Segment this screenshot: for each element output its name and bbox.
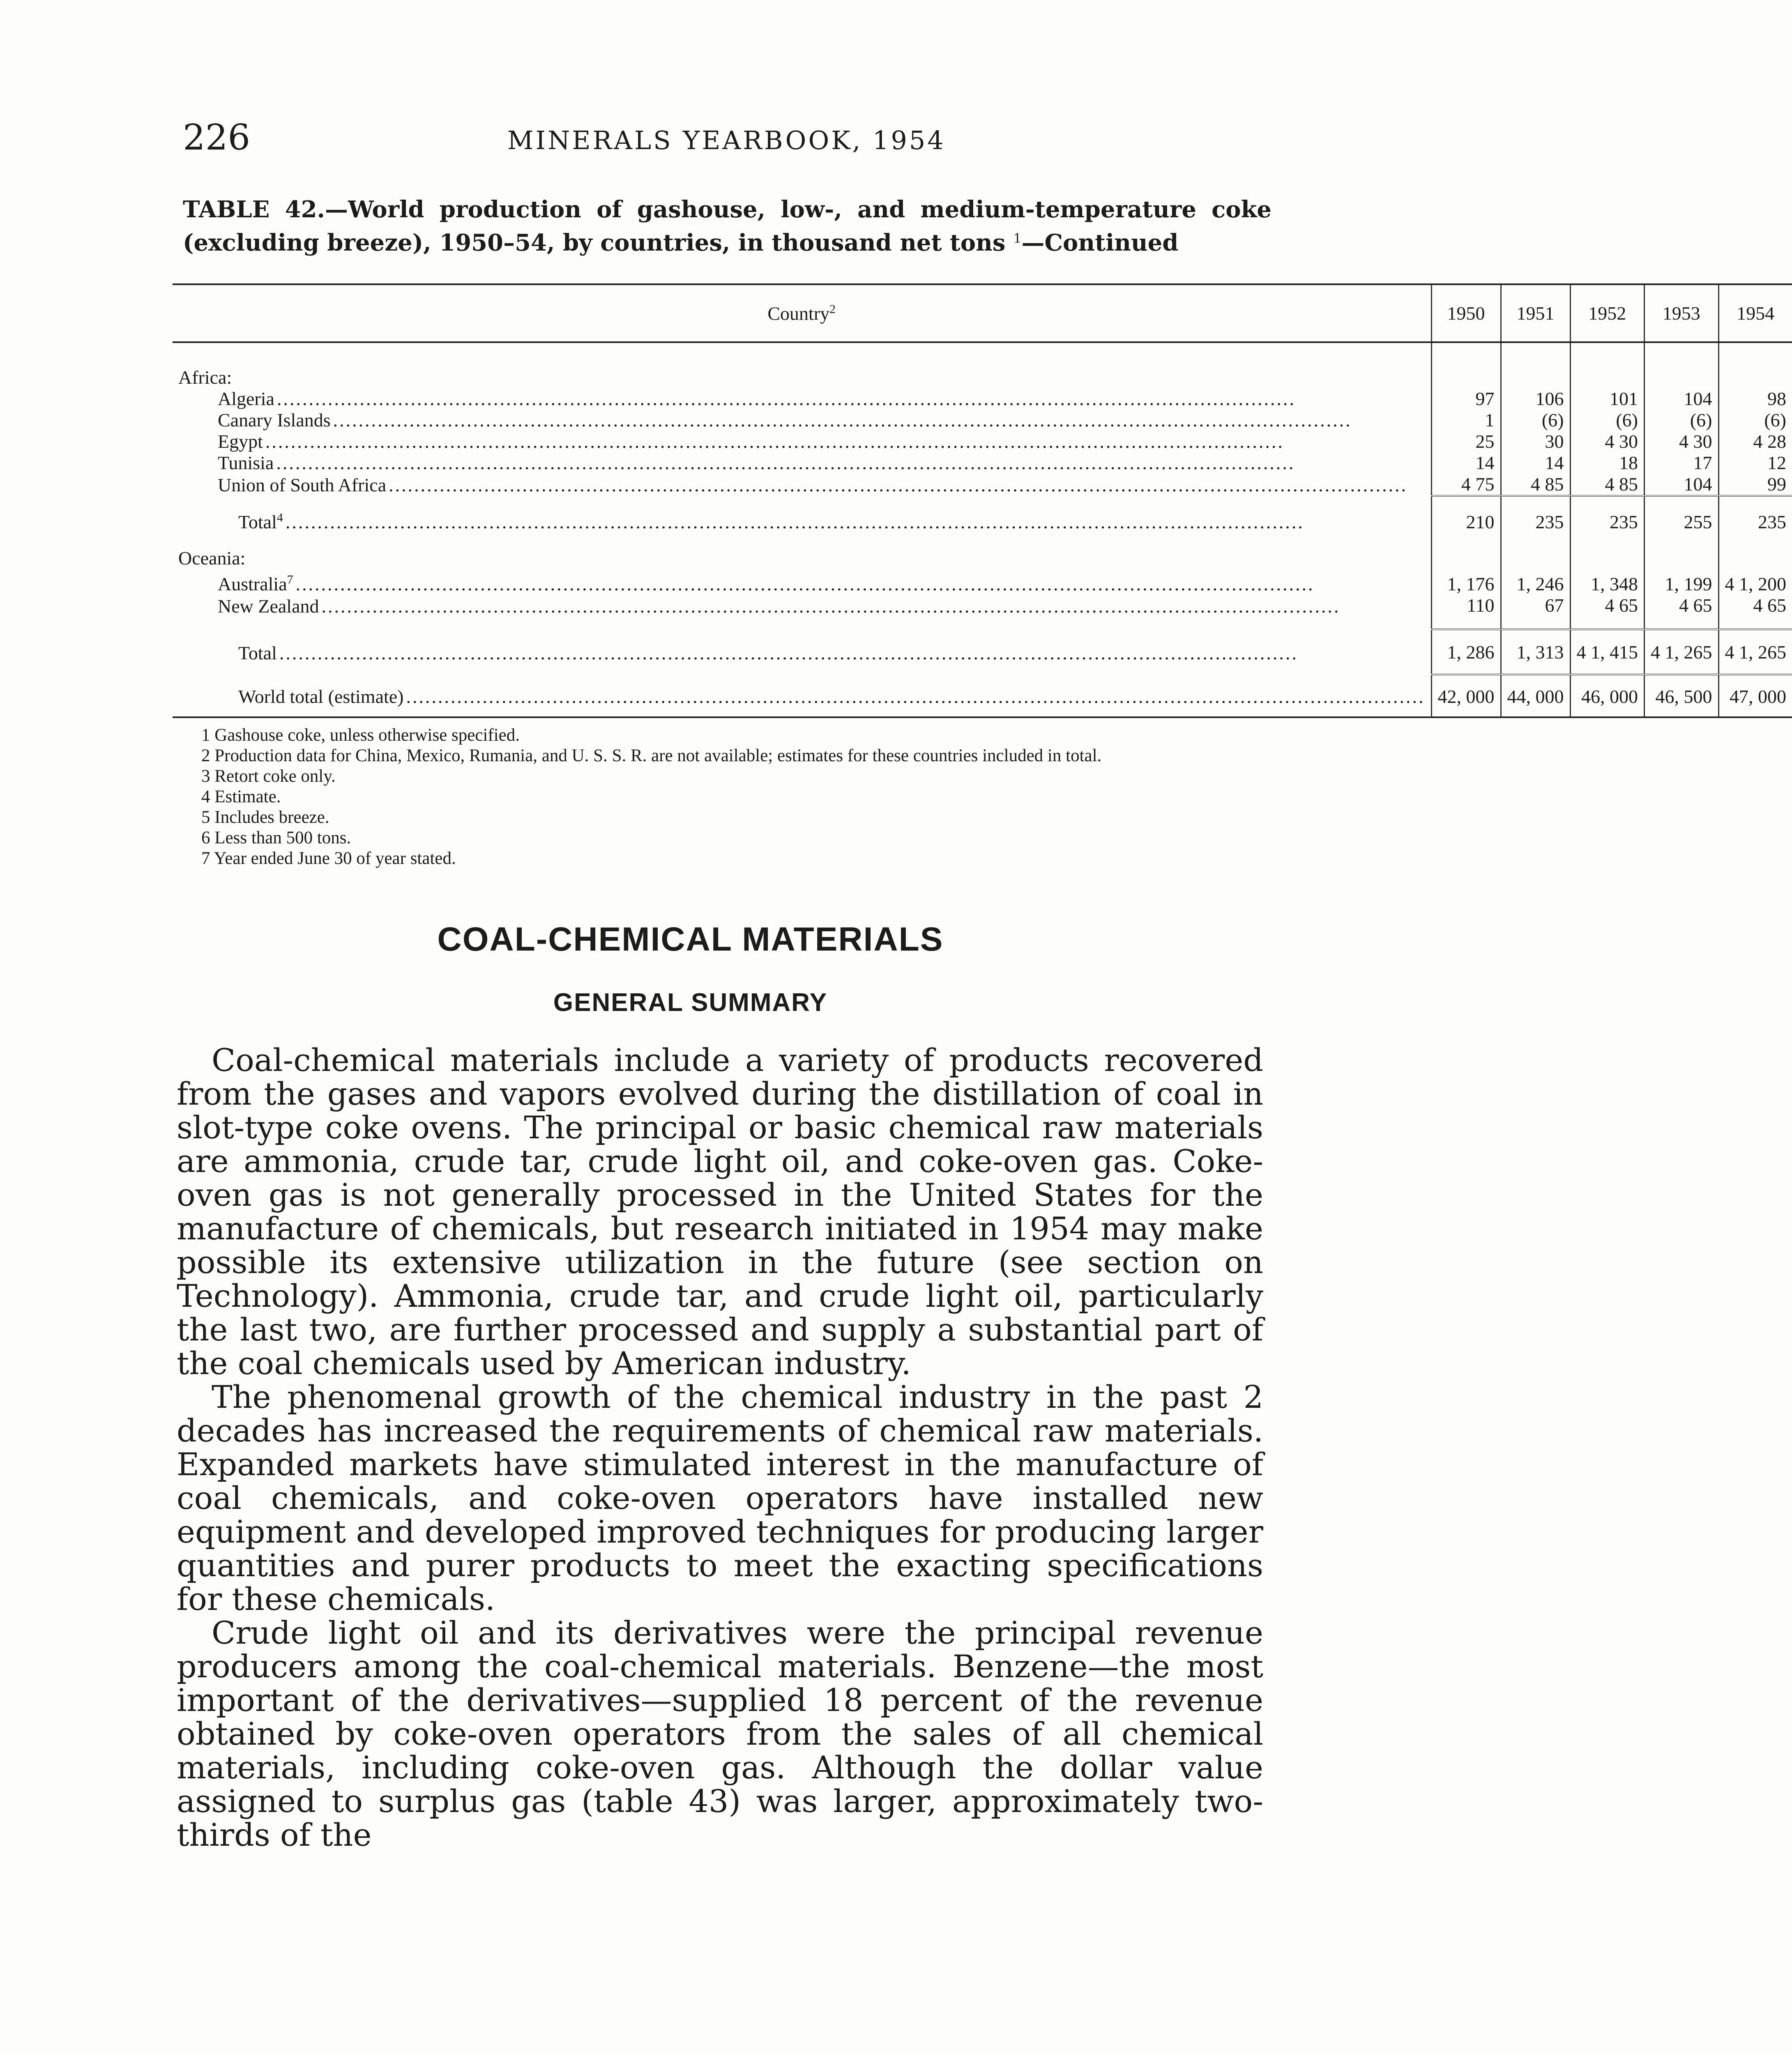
table-row xyxy=(173,388,1792,410)
table-cell: 4 1, 265 xyxy=(1718,629,1792,675)
table-cell: 235 xyxy=(1570,496,1645,543)
group-label-oceania: Oceania: xyxy=(178,548,246,569)
total-label: Total xyxy=(238,642,279,663)
table-header-row xyxy=(173,284,1792,342)
table-cell: 210 xyxy=(1431,496,1501,543)
table-cell: (6) xyxy=(1570,410,1645,431)
table-cell: 4 30 xyxy=(1570,431,1645,452)
table-cell: 1 xyxy=(1431,410,1501,431)
table-cell: 4 75 xyxy=(1431,474,1501,496)
table-row xyxy=(173,595,1792,629)
table-row xyxy=(173,431,1792,452)
table-cell: 47, 000 xyxy=(1718,675,1792,717)
table-cell: (6) xyxy=(1718,410,1792,431)
footnote: 4 Estimate. xyxy=(201,787,281,806)
country-name: Canary Islands xyxy=(218,410,333,431)
table-cell: 235 xyxy=(1501,496,1570,543)
table-cell: 4 65 xyxy=(1570,595,1645,629)
country-name: Egypt xyxy=(218,431,265,452)
table-caption-text: —World production of gashouse, low-, and medium-temperature coke (excluding breeze), 1950–54, by countries, in thousand net tons xyxy=(183,196,1272,256)
column-header-year: 1954 xyxy=(1718,284,1792,342)
table-total-row xyxy=(173,496,1792,543)
footnote: 7 Year ended June 30 of year stated. xyxy=(201,849,456,868)
table-cell: 4 1, 415 xyxy=(1570,629,1645,675)
body-paragraph: Crude light oil and its derivatives were the principal revenue producers among the coal-chemical materials. Benzene—the most important of the derivatives—supplied 18 percent of the revenue obtained by coke-oven operators from the sales of all chemical materials, including coke-oven gas. Although the dollar value assigned to surplus gas (table 43) was larger, approximately two-thirds of the xyxy=(177,1614,1263,1853)
table-total-row xyxy=(173,629,1792,675)
country-name: Union of South Africa xyxy=(218,474,389,495)
column-header-year: 1951 xyxy=(1501,284,1570,342)
footnote: 6 Less than 500 tons. xyxy=(201,828,351,847)
column-header-year: 1953 xyxy=(1645,284,1719,342)
body-text xyxy=(177,1043,1263,1852)
table-caption xyxy=(183,193,1271,260)
world-total-label: World total (estimate) xyxy=(238,686,406,707)
table-cell: 1, 176 xyxy=(1431,569,1501,594)
column-header-year: 1950 xyxy=(1431,284,1501,342)
table-group-row xyxy=(173,543,1792,569)
table-cell: 44, 000 xyxy=(1501,675,1570,717)
running-head: MINERALS YEARBOOK, 1954 xyxy=(507,125,946,155)
subsection-heading: GENERAL SUMMARY xyxy=(553,988,828,1017)
table-cell: 30 xyxy=(1501,431,1570,452)
country-name: Algeria xyxy=(218,388,277,409)
table-row xyxy=(173,452,1792,474)
table-cell: 99 xyxy=(1718,474,1792,496)
table-cell: 46, 500 xyxy=(1645,675,1719,717)
table-world-total-row xyxy=(173,675,1792,717)
page-number: 226 xyxy=(183,117,251,158)
table-cell: 14 xyxy=(1431,452,1501,474)
table-row xyxy=(173,474,1792,496)
column-country-footnote: 2 xyxy=(829,302,836,316)
coke-production-table xyxy=(173,283,1792,718)
table-cell: 17 xyxy=(1645,452,1719,474)
table-cell: 42, 000 xyxy=(1431,675,1501,717)
table-cell: 4 65 xyxy=(1645,595,1719,629)
footnote: 1 Gashouse coke, unless otherwise specified. xyxy=(201,725,520,745)
table-cell: 18 xyxy=(1570,452,1645,474)
table-cell: 4 28 xyxy=(1718,431,1792,452)
table-cell: 97 xyxy=(1431,388,1501,410)
column-header-country: Country$^2$ xyxy=(173,284,1431,342)
body-paragraph: Coal-chemical materials include a variety of products recovered from the gases and vapors evolved during the distillation of coal in slot-type coke ovens. The principal or basic chemical raw materials are ammonia, crude tar, crude light oil, and coke-oven gas. Coke-oven gas is not generally processed in the United States for the manufacture of chemicals, but research initiated in 1954 may make possible its extensive utilization in the future (see section on Technology). Ammonia, crude tar, and crude light oil, particularly the last two, are further processed and supply a substantial part of the coal chemicals used by American industry. xyxy=(177,1042,1263,1382)
table-cell: 4 1, 200 xyxy=(1718,569,1792,594)
table-cell: 4 85 xyxy=(1570,474,1645,496)
total-footnote: 4 xyxy=(276,511,283,525)
table-cell: 104 xyxy=(1645,474,1719,496)
table-cell: 104 xyxy=(1645,388,1719,410)
table-cell: 1, 313 xyxy=(1501,629,1570,675)
country-footnote: 7 xyxy=(287,573,293,587)
table-cell: 255 xyxy=(1645,496,1719,543)
section-heading: COAL-CHEMICAL MATERIALS xyxy=(437,921,944,958)
table-cell: 4 65 xyxy=(1718,595,1792,629)
country-name: Tunisia xyxy=(218,452,276,473)
table-cell: (6) xyxy=(1501,410,1570,431)
table-cell: 1, 199 xyxy=(1645,569,1719,594)
table-caption-footnote: 1 xyxy=(1013,231,1022,246)
table-row xyxy=(173,410,1792,431)
country-name: New Zealand xyxy=(218,596,322,617)
table-cell: 46, 000 xyxy=(1570,675,1645,717)
table-cell: 4 30 xyxy=(1645,431,1719,452)
table-cell: 1, 348 xyxy=(1570,569,1645,594)
total-label: Total xyxy=(238,511,277,533)
footnote: 5 Includes breeze. xyxy=(201,808,329,827)
table-cell: 235 xyxy=(1718,496,1792,543)
body-paragraph: The phenomenal growth of the chemical industry in the past 2 decades has increased the requirements of chemical raw materials. Expanded markets have stimulated interest in the manufacture of coal chemicals, and coke-oven operators have installed new equipment and developed improved techniques for producing larger quantities and purer products to meet the exacting specifications for these chemicals. xyxy=(177,1379,1263,1617)
table-cell: 106 xyxy=(1501,388,1570,410)
table-cell: 4 85 xyxy=(1501,474,1570,496)
table-cell: 4 1, 265 xyxy=(1645,629,1719,675)
footnote: 2 Production data for China, Mexico, Rumania, and U. S. S. R. are not available; estimates for these countries included in total. xyxy=(201,746,1102,765)
table-cell: 12 xyxy=(1718,452,1792,474)
column-header-year: 1952 xyxy=(1570,284,1645,342)
group-label-africa: Africa: xyxy=(178,367,232,388)
table-cell: 14 xyxy=(1501,452,1570,474)
country-name: Australia xyxy=(218,573,287,594)
table-cell: 1, 246 xyxy=(1501,569,1570,594)
table-cell: (6) xyxy=(1645,410,1719,431)
table-cell: 67 xyxy=(1501,595,1570,629)
table-cell: 1, 286 xyxy=(1431,629,1501,675)
table-row xyxy=(173,569,1792,594)
table-footnotes xyxy=(175,725,1280,869)
table-cell: 25 xyxy=(1431,431,1501,452)
footnote: 3 Retort coke only. xyxy=(201,767,336,786)
table-cell: 98 xyxy=(1718,388,1792,410)
table-cell: 110 xyxy=(1431,595,1501,629)
table-caption-suffix: —Continued xyxy=(1021,229,1179,256)
table-caption-label: TABLE 42. xyxy=(183,196,325,223)
table-cell: 101 xyxy=(1570,388,1645,410)
table-group-row xyxy=(173,342,1792,388)
